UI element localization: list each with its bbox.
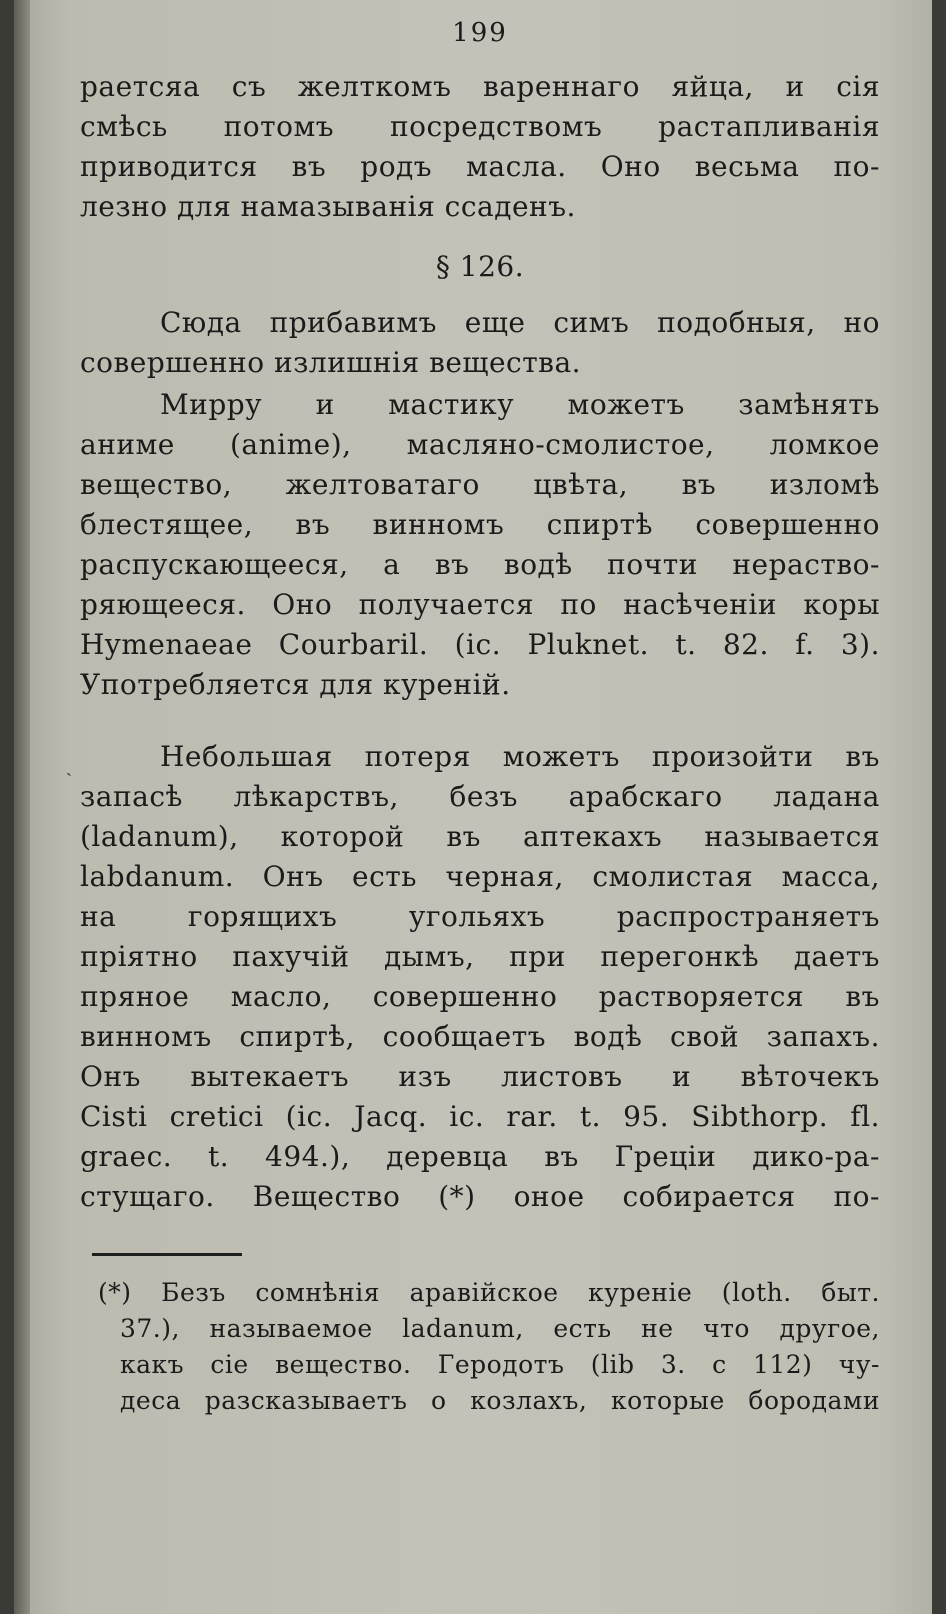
text-line: запасѣ лѣкарствъ, безъ арабскаго ладана (80, 780, 880, 813)
page-spine-shadow (14, 0, 30, 1614)
text-line: Небольшая потеря можетъ произойти въ (160, 740, 880, 773)
text-line: Сюда прибавимъ еще симъ подобныя, но (160, 306, 880, 339)
text-line: пріятно пахучій дымъ, при перегонкѣ даетъ (80, 940, 880, 973)
text-line: блестящее, въ винномъ спиртѣ совершенно (80, 508, 880, 541)
footnote-line: деса разсказываетъ о козлахъ, которые бородами (120, 1386, 880, 1415)
text-line: Hymenaeae Courbaril. (ic. Pluknet. t. 82. f. 3). (80, 628, 880, 661)
section-heading: § 126. (435, 250, 525, 283)
text-line: ряющееся. Оно получается по насѣченіи коры (80, 588, 880, 621)
text-line: Онъ вытекаетъ изъ листовъ и вѣточекъ (80, 1060, 880, 1093)
page-number: 199 (452, 18, 508, 48)
text-line: раетсяа съ желткомъ вареннаго яйца, и сія (80, 70, 880, 103)
text-line: labdanum. Онъ есть черная, смолистая масса, (80, 860, 880, 893)
text-line: стущаго. Вещество (*) оное собирается по- (80, 1180, 880, 1213)
margin-mark: ˎ (66, 756, 72, 777)
text-line: Cisti cretici (ic. Jacq. ic. rar. t. 95. Sibthorp. fl. (80, 1100, 880, 1133)
text-line: вещество, желтоватаго цвѣта, въ изломѣ (80, 468, 880, 501)
text-line: graec. t. 494.), деревца въ Греціи дико-ра- (80, 1140, 880, 1173)
text-line: Употребляется для куреній. (80, 668, 511, 701)
text-line: на горящихъ угольяхъ распространяетъ (80, 900, 880, 933)
footnote-line: (*) Безъ сомнѣнія аравійское куреніе (loth. быт. (98, 1278, 880, 1307)
text-line: (ladanum), которой въ аптекахъ называется (80, 820, 880, 853)
footnote-line: 37.), называемое ladanum, есть не что другое, (120, 1314, 880, 1343)
text-line: аниме (anime), масляно-смолистое, ломкое (80, 428, 880, 461)
text-line: винномъ спиртѣ, сообщаетъ водѣ свой запахъ. (80, 1020, 880, 1053)
text-line: смѣсь потомъ посредствомъ растапливанія (80, 110, 880, 143)
text-line: совершенно излишнія вещества. (80, 346, 582, 379)
text-line: распускающееся, а въ водѣ почти нераство- (80, 548, 880, 581)
text-line: Мирру и мастику можетъ замѣнять (160, 388, 880, 421)
text-line: пряное масло, совершенно растворяется въ (80, 980, 880, 1013)
footnote-separator (92, 1253, 242, 1256)
text-line: приводится въ родъ масла. Оно весьма по- (80, 150, 880, 183)
footnote-line: какъ сіе вещество. Геродотъ (lib 3. c 112) чу- (120, 1350, 880, 1379)
book-page (14, 0, 932, 1614)
text-line: лезно для намазыванія ссаденъ. (80, 190, 576, 223)
